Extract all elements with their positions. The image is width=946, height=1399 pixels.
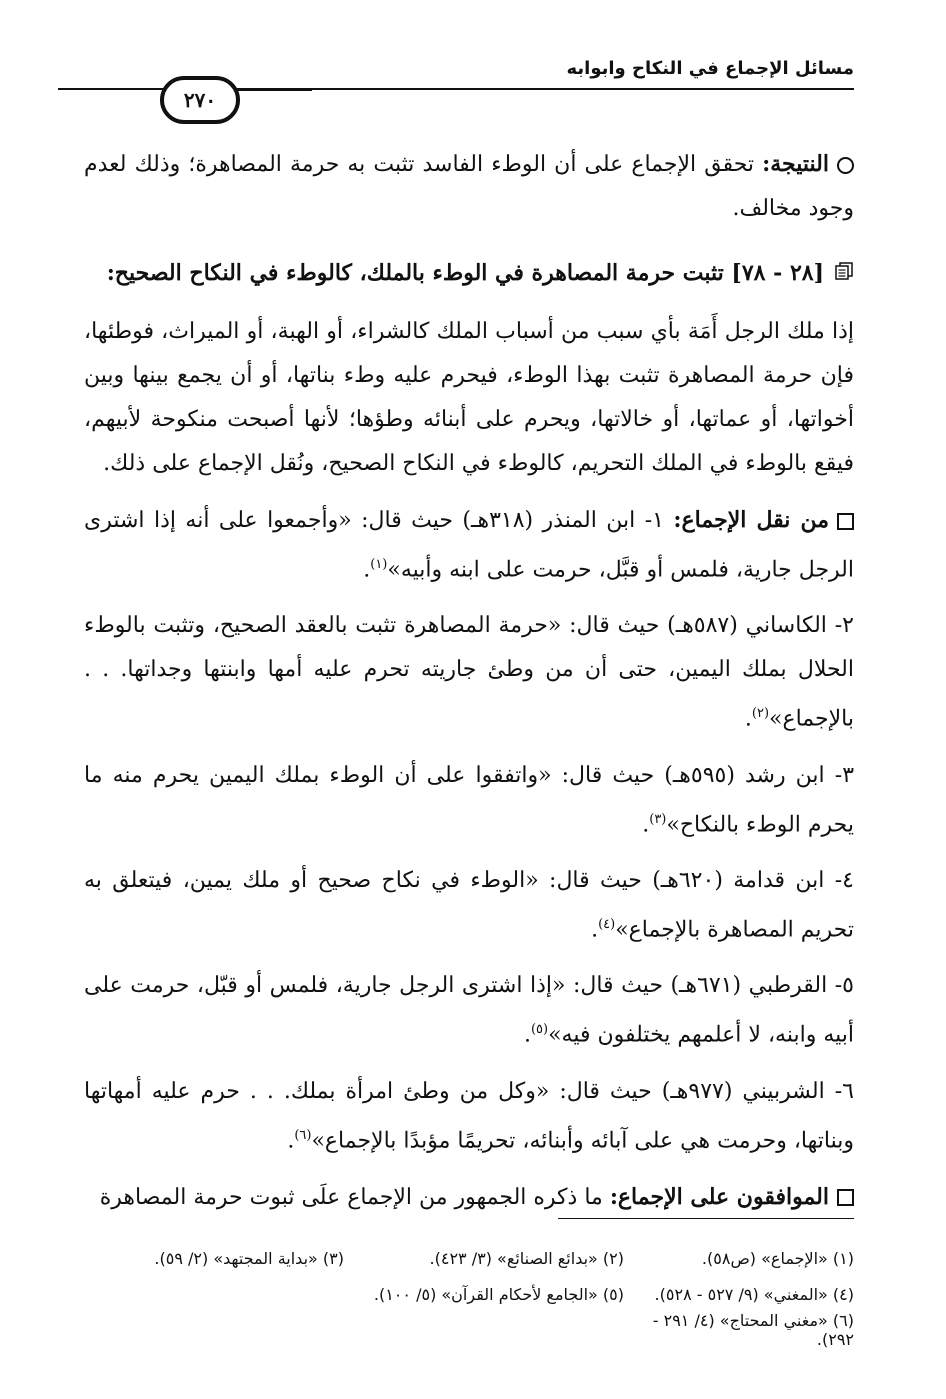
result-label: النتيجة:	[762, 151, 829, 177]
page-number-badge: ٢٧٠	[160, 76, 240, 124]
footnote-ref: (٣)	[649, 811, 667, 827]
page-body	[84, 142, 854, 1220]
agreeing-label: الموافقون على الإجماع:	[609, 1183, 829, 1210]
badge-tail-decoration	[232, 88, 312, 91]
transmitters-label: من نقل الإجماع:	[673, 507, 829, 533]
transmitter-item	[84, 859, 854, 952]
footnote-ref: (٥)	[530, 1022, 549, 1038]
section-title-text: [٢٨ - ٧٨] تثبت حرمة المصاهرة في الوطء بالملك، كالوطء في النكاح الصحيح:	[106, 260, 824, 286]
footnote-row	[84, 1312, 854, 1348]
transmitter-item	[84, 754, 854, 847]
transmitter-item	[84, 604, 854, 741]
sentence-end: .	[363, 557, 371, 583]
footnote-ref: (٢)	[751, 706, 770, 722]
agreeing-paragraph	[84, 1175, 854, 1220]
footnote: (٥) «الجامع لأحكام القرآن» (٥/ ١٠٠).	[373, 1284, 624, 1304]
transmitter-text: ٢- الكاساني (٥٨٧هـ) حيث قال: «حرمة المصاهرة تثبت بالعقد الصحيح، وتثبت بالوطء الحلال بملك اليمين، حتى أن من وطئ جاريته تحرم عليه أمها وابنتها وجداتها. . . بالإجماع»	[84, 613, 854, 732]
transmitter-item	[84, 1070, 854, 1163]
footnote-separator	[558, 1218, 854, 1219]
running-title: مسائل الإجماع في النكاح وابوابه	[566, 58, 854, 79]
sentence-end: .	[591, 917, 599, 943]
circle-bullet-icon	[837, 157, 854, 174]
sentence-end: .	[287, 1127, 295, 1153]
agreeing-text: ما ذكره الجمهور من الإجماع علَى ثبوت حرمة المصاهرة	[99, 1184, 610, 1210]
sentence-end: .	[523, 1022, 531, 1048]
footnote-ref: (٤)	[598, 916, 616, 932]
footnote: (٢) «بدائع الصنائع» (٣/ ٤٢٣).	[429, 1248, 624, 1268]
footnote-ref: (١)	[370, 557, 388, 572]
transmitter-text: ٣- ابن رشد (٥٩٥هـ) حيث قال: «واتفقوا على أن الوطء بملك اليمين يحرم منه ما يحرم الوطء بالنكاح»	[84, 762, 855, 837]
transmitter-text: ٥- القرطبي (٦٧١هـ) حيث قال: «إذا اشترى الرجل جارية، فلمس أو قبّل، حرمت على أبيه وابنه، لا أعلمهم يختلفون فيه»	[84, 973, 854, 1048]
sentence-end: .	[744, 706, 752, 732]
footnote: (٣) «بداية المجتهد» (٢/ ٥٩).	[154, 1248, 344, 1268]
footnote-ref: (٦)	[294, 1127, 312, 1143]
footnote-row	[84, 1276, 854, 1312]
transmitter-text: ١- ابن المنذر (٣١٨هـ) حيث قال: «وأجمعوا على أنه إذا اشترى الرجل جارية، فلمس أو قبَّل، حرمت على ابنه وأبيه»	[84, 508, 854, 583]
sentence-end: .	[642, 811, 650, 837]
footnotes	[84, 1240, 854, 1348]
square-bullet-icon	[837, 513, 854, 530]
transmitter-text: ٤- ابن قدامة (٦٢٠هـ) حيث قال: «الوطء في نكاح صحيح أو ملك يمين، فيتعلق به تحريم المصاهرة بالإجماع»	[84, 867, 854, 943]
footnote-row	[84, 1240, 854, 1276]
footnote: (٤) «المغني» (٩/ ٥٢٧ - ٥٢٨).	[654, 1284, 854, 1304]
footnote: (١) «الإجماع» (ص٥٨).	[701, 1248, 854, 1268]
footnote: (٦) «مغني المحتاج» (٤/ ٢٩١ - ٢٩٢).	[652, 1311, 854, 1349]
result-text: تحقق الإجماع على أن الوطء الفاسد تثبت به حرمة المصاهرة؛ وذلك لعدم وجود مخالف.	[84, 152, 854, 221]
transmitter-text: ٦- الشربيني (٩٧٧هـ) حيث قال: «وكل من وطئ امرأة بملك. . . حرم عليه أمهاتها وبناتها، وحرمت هي على آبائه وأبنائه، تحريمًا مؤبدًا بالإجماع»	[84, 1078, 854, 1153]
intro-paragraph: إذا ملك الرجل أَمَة بأي سبب من أسباب الملك كالشراء، أو الهبة، أو الميراث، فوطئها، فإن حرمة المصاهرة تثبت بهذا الوطء، فيحرم عليه وطء بناتها، أو أن يجمع بينها وبين أخواتها، أو عماتها، أو خالاتها، ويحرم على أبنائه وطؤها؛ لأنها أصبحت منكوحة لأبيهم، فيقع بالوطء في الملك التحريم، كالوطء في النكاح الصحيح، ونُقل الإجماع على ذلك.	[84, 319, 854, 476]
result-paragraph	[84, 142, 854, 231]
section-heading	[84, 251, 854, 296]
square-bullet-icon	[837, 1189, 854, 1206]
document-icon	[834, 252, 854, 296]
page-header	[0, 58, 946, 138]
transmitter-item	[84, 498, 854, 592]
transmitter-item	[84, 964, 854, 1057]
